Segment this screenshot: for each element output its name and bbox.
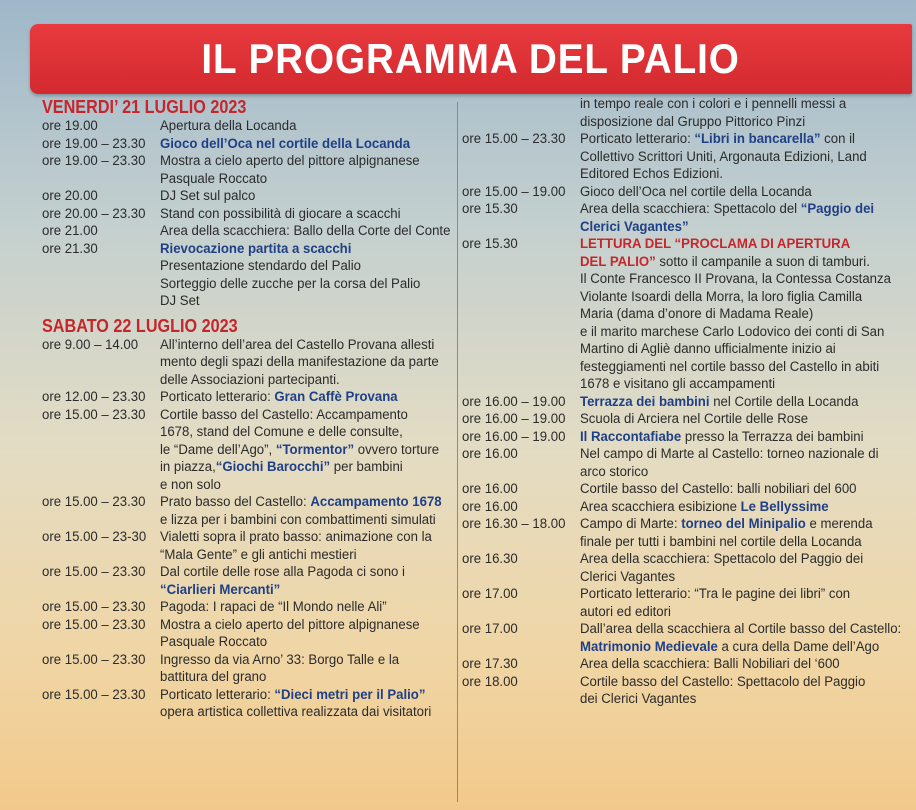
description-line (160, 687, 432, 705)
description-line (580, 674, 884, 692)
entry-time: ore 15.00 – 23.30 (42, 599, 146, 615)
highlighted-text: Clerici Vagantes” (580, 218, 689, 235)
schedule-entry (462, 429, 907, 447)
description-text: DJ Set (160, 293, 200, 309)
schedule-entry (42, 494, 452, 529)
description-line (160, 136, 432, 154)
schedule-entry (462, 184, 907, 202)
entry-time: ore 16.00 – 19.00 (462, 393, 566, 410)
description-text: e merenda (805, 516, 873, 532)
description-text: Gioco dell’Oca nel cortile della Locanda (580, 183, 812, 200)
entry-time: ore 16.00 – 19.00 (462, 428, 566, 445)
description-text: Violante Isoardi della Morra, la loro figlia Camilla (580, 288, 863, 305)
schedule-entry (42, 136, 452, 154)
description-text: Nel campo di Marte al Castello: torneo nazionale di (580, 446, 879, 462)
schedule-entry (42, 389, 452, 407)
highlighted-text: DEL PALIO” (580, 253, 656, 270)
entry-time: ore 15.00 – 23-30 (42, 529, 147, 545)
description-line (160, 564, 432, 582)
description-line (580, 464, 884, 482)
description-line (580, 114, 884, 132)
description-text: Apertura della Locanda (160, 118, 297, 134)
schedule-entry (42, 529, 452, 564)
entry-description (160, 617, 452, 652)
schedule-entry (42, 337, 452, 390)
schedule-entry (462, 394, 907, 412)
description-line (160, 652, 432, 670)
highlighted-text: LETTURA DEL “PROCLAMA DI APERTURA (580, 236, 851, 252)
description-line (580, 394, 884, 412)
entry-description (580, 394, 907, 412)
description-line (160, 188, 432, 206)
description-line (580, 359, 891, 377)
entry-description (580, 656, 907, 674)
description-line (580, 271, 891, 289)
description-text: Porticato letterario: “Tra le pagine dei libri” con (580, 586, 851, 602)
description-line (160, 276, 432, 294)
description-line (160, 206, 432, 224)
entry-time: ore 15.00 – 23.30 (42, 651, 146, 668)
day-heading-friday: VENERDI’ 21 LUGLIO 2023 (42, 97, 247, 117)
description-line (160, 704, 432, 722)
description-line (580, 289, 891, 307)
entry-time: ore 16.30 (462, 551, 518, 567)
schedule-entry (462, 411, 907, 429)
description-text: e non solo (160, 476, 221, 493)
entry-time: ore 15.00 – 23.30 (42, 686, 146, 703)
description-text: Cortile basso del Castello: Spettacolo del Paggio (580, 673, 866, 690)
highlighted-text: torneo del Minipalio (681, 516, 806, 532)
description-text: Dal cortile delle rose alla Pagoda ci sono i (160, 564, 405, 580)
description-line (160, 407, 439, 425)
description-text: Collettivo Scrittori Uniti, Argonauta Edizioni, Land (580, 148, 867, 165)
entry-time: ore 18.00 (462, 673, 518, 690)
entry-description (580, 621, 916, 656)
entry-time: ore 15.00 – 19.00 (462, 183, 566, 200)
description-line (580, 551, 884, 569)
highlighted-text: Rievocazione partita a scacchi (160, 240, 352, 257)
schedule-entry (462, 499, 907, 517)
highlighted-text: Accampamento 1678 (310, 494, 442, 510)
description-text: ovvero torture (354, 441, 440, 458)
highlighted-text: “Giochi Barocchi” (215, 459, 331, 475)
description-text: Martino di Agliè danno ufficialmente inizio ai (580, 341, 836, 357)
description-text: Vialetti sopra il prato basso: animazione con la (160, 529, 432, 545)
entry-description (160, 564, 452, 599)
description-line (580, 534, 884, 552)
description-text: Presentazione stendardo del Palio (160, 258, 361, 274)
entry-description (160, 337, 460, 390)
schedule-entry (42, 652, 452, 687)
schedule-entry (462, 551, 907, 586)
description-text: Mostra a cielo aperto del pittore alpignanese (160, 153, 420, 169)
entry-description (580, 499, 907, 517)
description-text: Area della scacchiera: Balli Nobiliari del ‘600 (580, 656, 840, 672)
description-line (160, 293, 432, 311)
saturday-schedule-continued (462, 96, 907, 709)
description-text: le “Dame dell’Ago”, (160, 441, 276, 458)
description-line (160, 442, 439, 460)
description-line (580, 131, 884, 149)
entry-description (580, 481, 907, 499)
schedule-entry (462, 621, 907, 656)
description-text: Mostra a cielo aperto del pittore alpignanese (160, 616, 420, 633)
description-text: “Mala Gente” e gli antichi mestieri (160, 546, 357, 563)
entry-description (160, 407, 460, 495)
schedule-entry (42, 153, 452, 188)
page-title: IL PROGRAMMA DEL PALIO (201, 35, 741, 82)
description-text: e lizza per i bambini con combattimenti simulati (160, 511, 436, 528)
description-line (160, 512, 442, 530)
description-text: Porticato letterario: (160, 686, 275, 703)
entry-time: ore 16.00 (462, 498, 518, 515)
description-line (580, 236, 891, 254)
schedule-entry (462, 586, 907, 621)
description-line (160, 171, 432, 189)
schedule-entry (42, 599, 452, 617)
entry-description (580, 551, 907, 586)
description-line (580, 621, 901, 639)
description-text: Stand con possibilità di giocare a scacchi (160, 205, 401, 222)
entry-time: ore 15.00 – 23.30 (462, 131, 566, 147)
highlighted-text: “Paggio dei (800, 201, 875, 217)
entry-description (160, 494, 463, 529)
day-heading-saturday: SABATO 22 LUGLIO 2023 (42, 315, 238, 336)
highlighted-text: “Ciarlieri Mercanti” (160, 581, 281, 598)
description-text: autori ed editori (580, 603, 671, 620)
schedule-entry (462, 446, 907, 481)
description-line (160, 118, 432, 136)
description-text: 1678 e visitano gli accampamenti (580, 376, 776, 392)
description-line (160, 669, 432, 687)
description-line (160, 424, 439, 442)
description-line (580, 306, 891, 324)
entry-description (580, 131, 907, 184)
entry-description (160, 389, 452, 407)
description-line (160, 599, 432, 617)
entry-time: ore 19.00 (42, 118, 98, 134)
entry-description (160, 652, 452, 687)
description-line (580, 411, 884, 429)
entry-description (580, 184, 907, 202)
entry-description (580, 201, 907, 236)
description-text: disposizione dal Gruppo Pittorico Pinzi (580, 113, 806, 130)
schedule-entry (462, 674, 907, 709)
description-text: Pagoda: I rapaci de “Il Mondo nelle Ali” (160, 599, 387, 615)
description-text: delle Associazioni partecipanti. (160, 371, 340, 388)
description-text: arco storico (580, 463, 649, 480)
entry-description (160, 687, 452, 722)
description-text: mento degli spazi della manifestazione da parte (160, 354, 439, 370)
description-text: dei Clerici Vagantes (580, 691, 697, 707)
entry-time: ore 20.00 – 23.30 (42, 205, 146, 222)
schedule-entry (42, 206, 452, 224)
description-text: 1678, stand del Comune e delle consulte, (160, 424, 403, 440)
description-text: con il (820, 131, 855, 147)
description-text: opera artistica collettiva realizzata dai visitatori (160, 704, 432, 720)
description-line (580, 446, 884, 464)
description-text: Pasquale Roccato (160, 634, 268, 650)
entry-description (580, 236, 914, 394)
schedule-entry (42, 188, 452, 206)
description-text: Sorteggio delle zucche per la corsa del Palio (160, 275, 421, 292)
entry-description (580, 429, 907, 447)
description-line (160, 372, 439, 390)
description-text: Area della scacchiera: Spettacolo del Paggio dei (580, 551, 864, 567)
description-text: e il marito marchese Carlo Lodovico dei conti di San (580, 323, 885, 340)
highlighted-text: “Dieci metri per il Palio” (274, 686, 426, 703)
description-line (580, 604, 884, 622)
description-text: Ingresso da via Arno’ 33: Borgo Talle e la (160, 651, 400, 668)
schedule-entry (42, 687, 452, 722)
entry-description (580, 586, 907, 621)
description-line (580, 341, 891, 359)
description-line (580, 149, 884, 167)
description-text: Il Conte Francesco II Provana, la Contessa Costanza (580, 271, 891, 287)
description-line (160, 477, 439, 495)
entry-time: ore 15.00 – 23.30 (42, 406, 146, 423)
highlighted-text: Gran Caffè Provana (274, 389, 398, 405)
schedule-entry (42, 118, 452, 136)
highlighted-text: Le Bellyssime (740, 498, 829, 515)
entry-time: ore 17.00 (462, 586, 518, 602)
highlighted-text: “Libri in bancarella” (694, 131, 821, 147)
entry-time: ore 12.00 – 23.30 (42, 389, 146, 405)
entry-description (580, 674, 907, 709)
entry-time: ore 21.30 (42, 240, 98, 257)
entry-time: ore 19.00 – 23.30 (42, 153, 146, 169)
description-line (580, 639, 901, 657)
description-line (160, 529, 432, 547)
description-line (580, 586, 884, 604)
right-column (462, 96, 907, 709)
schedule-entry (42, 617, 452, 652)
description-line (580, 376, 891, 394)
entry-time: ore 15.30 (462, 201, 518, 217)
description-text: Editored Echos Edizioni. (580, 166, 724, 182)
highlighted-text: Il Raccontafiabe (580, 428, 682, 445)
entry-description (160, 206, 452, 224)
description-line (160, 494, 442, 512)
schedule-entry (462, 516, 907, 551)
schedule-entry (462, 656, 907, 674)
description-line (580, 219, 884, 237)
description-text: Dall’area della scacchiera al Cortile basso del Castello: (580, 621, 902, 637)
entry-time: ore 19.00 – 23.30 (42, 135, 146, 152)
entry-description (160, 136, 452, 154)
description-line (160, 634, 432, 652)
description-text: in piazza, (160, 459, 216, 475)
description-text: per bambini (330, 459, 403, 475)
description-line (160, 354, 439, 372)
entry-time: ore 15.00 – 23.30 (42, 494, 146, 510)
description-line (160, 241, 432, 259)
entry-time: ore 17.00 (462, 621, 518, 637)
description-line (580, 691, 884, 709)
description-text: battitura del grano (160, 669, 267, 685)
entry-time: ore 16.00 (462, 446, 518, 462)
entry-time: ore 15.00 – 23.30 (42, 564, 146, 580)
title-banner (30, 24, 912, 94)
entry-description (160, 188, 452, 206)
description-line (580, 201, 884, 219)
highlighted-text: “Tormentor” (275, 441, 355, 458)
description-line (160, 258, 432, 276)
description-line (580, 254, 891, 272)
description-text: Cortile basso del Castello: Accampamento (160, 406, 408, 423)
description-line (160, 459, 439, 477)
schedule-entry (462, 201, 907, 236)
entry-time: ore 16.30 – 18.00 (462, 516, 566, 532)
description-line (580, 499, 884, 517)
entry-time: ore 16.00 (462, 481, 518, 497)
schedule-entry (42, 241, 452, 311)
description-line (580, 656, 884, 674)
schedule-entry (462, 96, 907, 131)
entry-description (580, 516, 907, 551)
entry-description (160, 599, 452, 617)
description-line (160, 617, 432, 635)
description-text: Maria (dama d’onore di Madama Reale) (580, 306, 814, 322)
description-line (160, 547, 432, 565)
description-line (160, 153, 432, 171)
description-line (580, 429, 884, 447)
description-text: Cortile basso del Castello: balli nobiliari del 600 (580, 481, 857, 497)
description-text: Porticato letterario: (580, 131, 695, 147)
entry-time: ore 15.00 – 23.30 (42, 616, 146, 633)
saturday-schedule (42, 337, 452, 722)
description-line (160, 337, 439, 355)
description-line (580, 324, 891, 342)
entry-description (580, 411, 907, 429)
description-line (160, 223, 450, 241)
description-text: Porticato letterario: (160, 389, 275, 405)
description-line (580, 569, 884, 587)
description-text: All’interno dell’area del Castello Provana allesti (160, 336, 435, 353)
description-line (160, 389, 432, 407)
entry-time: ore 17.30 (462, 656, 518, 672)
highlighted-text: Matrimonio Medievale (580, 638, 718, 655)
description-line (580, 184, 884, 202)
entry-time: ore 9.00 – 14.00 (42, 336, 139, 353)
description-text: in tempo reale con i colori e i pennelli messi a (580, 96, 847, 112)
description-line (160, 582, 432, 600)
friday-schedule (42, 118, 452, 311)
description-text: festeggiamenti nel cortile basso del Castello in abiti (580, 358, 880, 375)
description-line (580, 516, 884, 534)
description-line (580, 166, 884, 184)
entry-time: ore 16.00 – 19.00 (462, 411, 566, 427)
description-line (580, 96, 884, 114)
entry-time: ore 20.00 (42, 188, 98, 204)
description-text: Prato basso del Castello: (160, 494, 311, 510)
schedule-entry (462, 131, 907, 184)
schedule-entry (462, 236, 907, 394)
description-text: Clerici Vagantes (580, 568, 676, 585)
left-column (42, 96, 452, 722)
entry-description (580, 446, 907, 481)
description-text: presso la Terrazza dei bambini (681, 428, 864, 445)
entry-description (580, 96, 907, 131)
entry-description (160, 153, 452, 188)
highlighted-text: Terrazza dei bambini (580, 393, 710, 410)
entry-time: ore 15.30 (462, 236, 518, 252)
entry-time: ore 21.00 (42, 223, 98, 239)
description-line (580, 481, 884, 499)
entry-description (160, 241, 452, 311)
description-text: nel Cortile della Locanda (709, 393, 859, 410)
schedule-entry (42, 564, 452, 599)
description-text: sotto il campanile a suon di tamburi. (655, 253, 870, 270)
schedule-entry (42, 407, 452, 495)
description-text: Pasquale Roccato (160, 170, 268, 187)
highlighted-text: Gioco dell’Oca nel cortile della Locanda (160, 135, 411, 152)
description-text: DJ Set sul palco (160, 188, 256, 204)
entry-description (160, 223, 472, 241)
entry-time (462, 96, 572, 131)
description-text: Area scacchiera esibizione (580, 498, 741, 515)
description-text: Campo di Marte: (580, 516, 682, 532)
description-text: Scuola di Arciera nel Cortile delle Rose (580, 411, 809, 427)
entry-description (160, 529, 452, 564)
schedule-entry (42, 223, 452, 241)
description-text: finale per tutti i bambini nel cortile della Locanda (580, 533, 862, 550)
description-text: Area della scacchiera: Spettacolo del (580, 201, 801, 217)
description-text: a cura della Dame dell’Ago (717, 638, 880, 655)
entry-description (160, 118, 452, 136)
schedule-entry (462, 481, 907, 499)
description-text: Area della scacchiera: Ballo della Corte del Conte (160, 223, 451, 239)
